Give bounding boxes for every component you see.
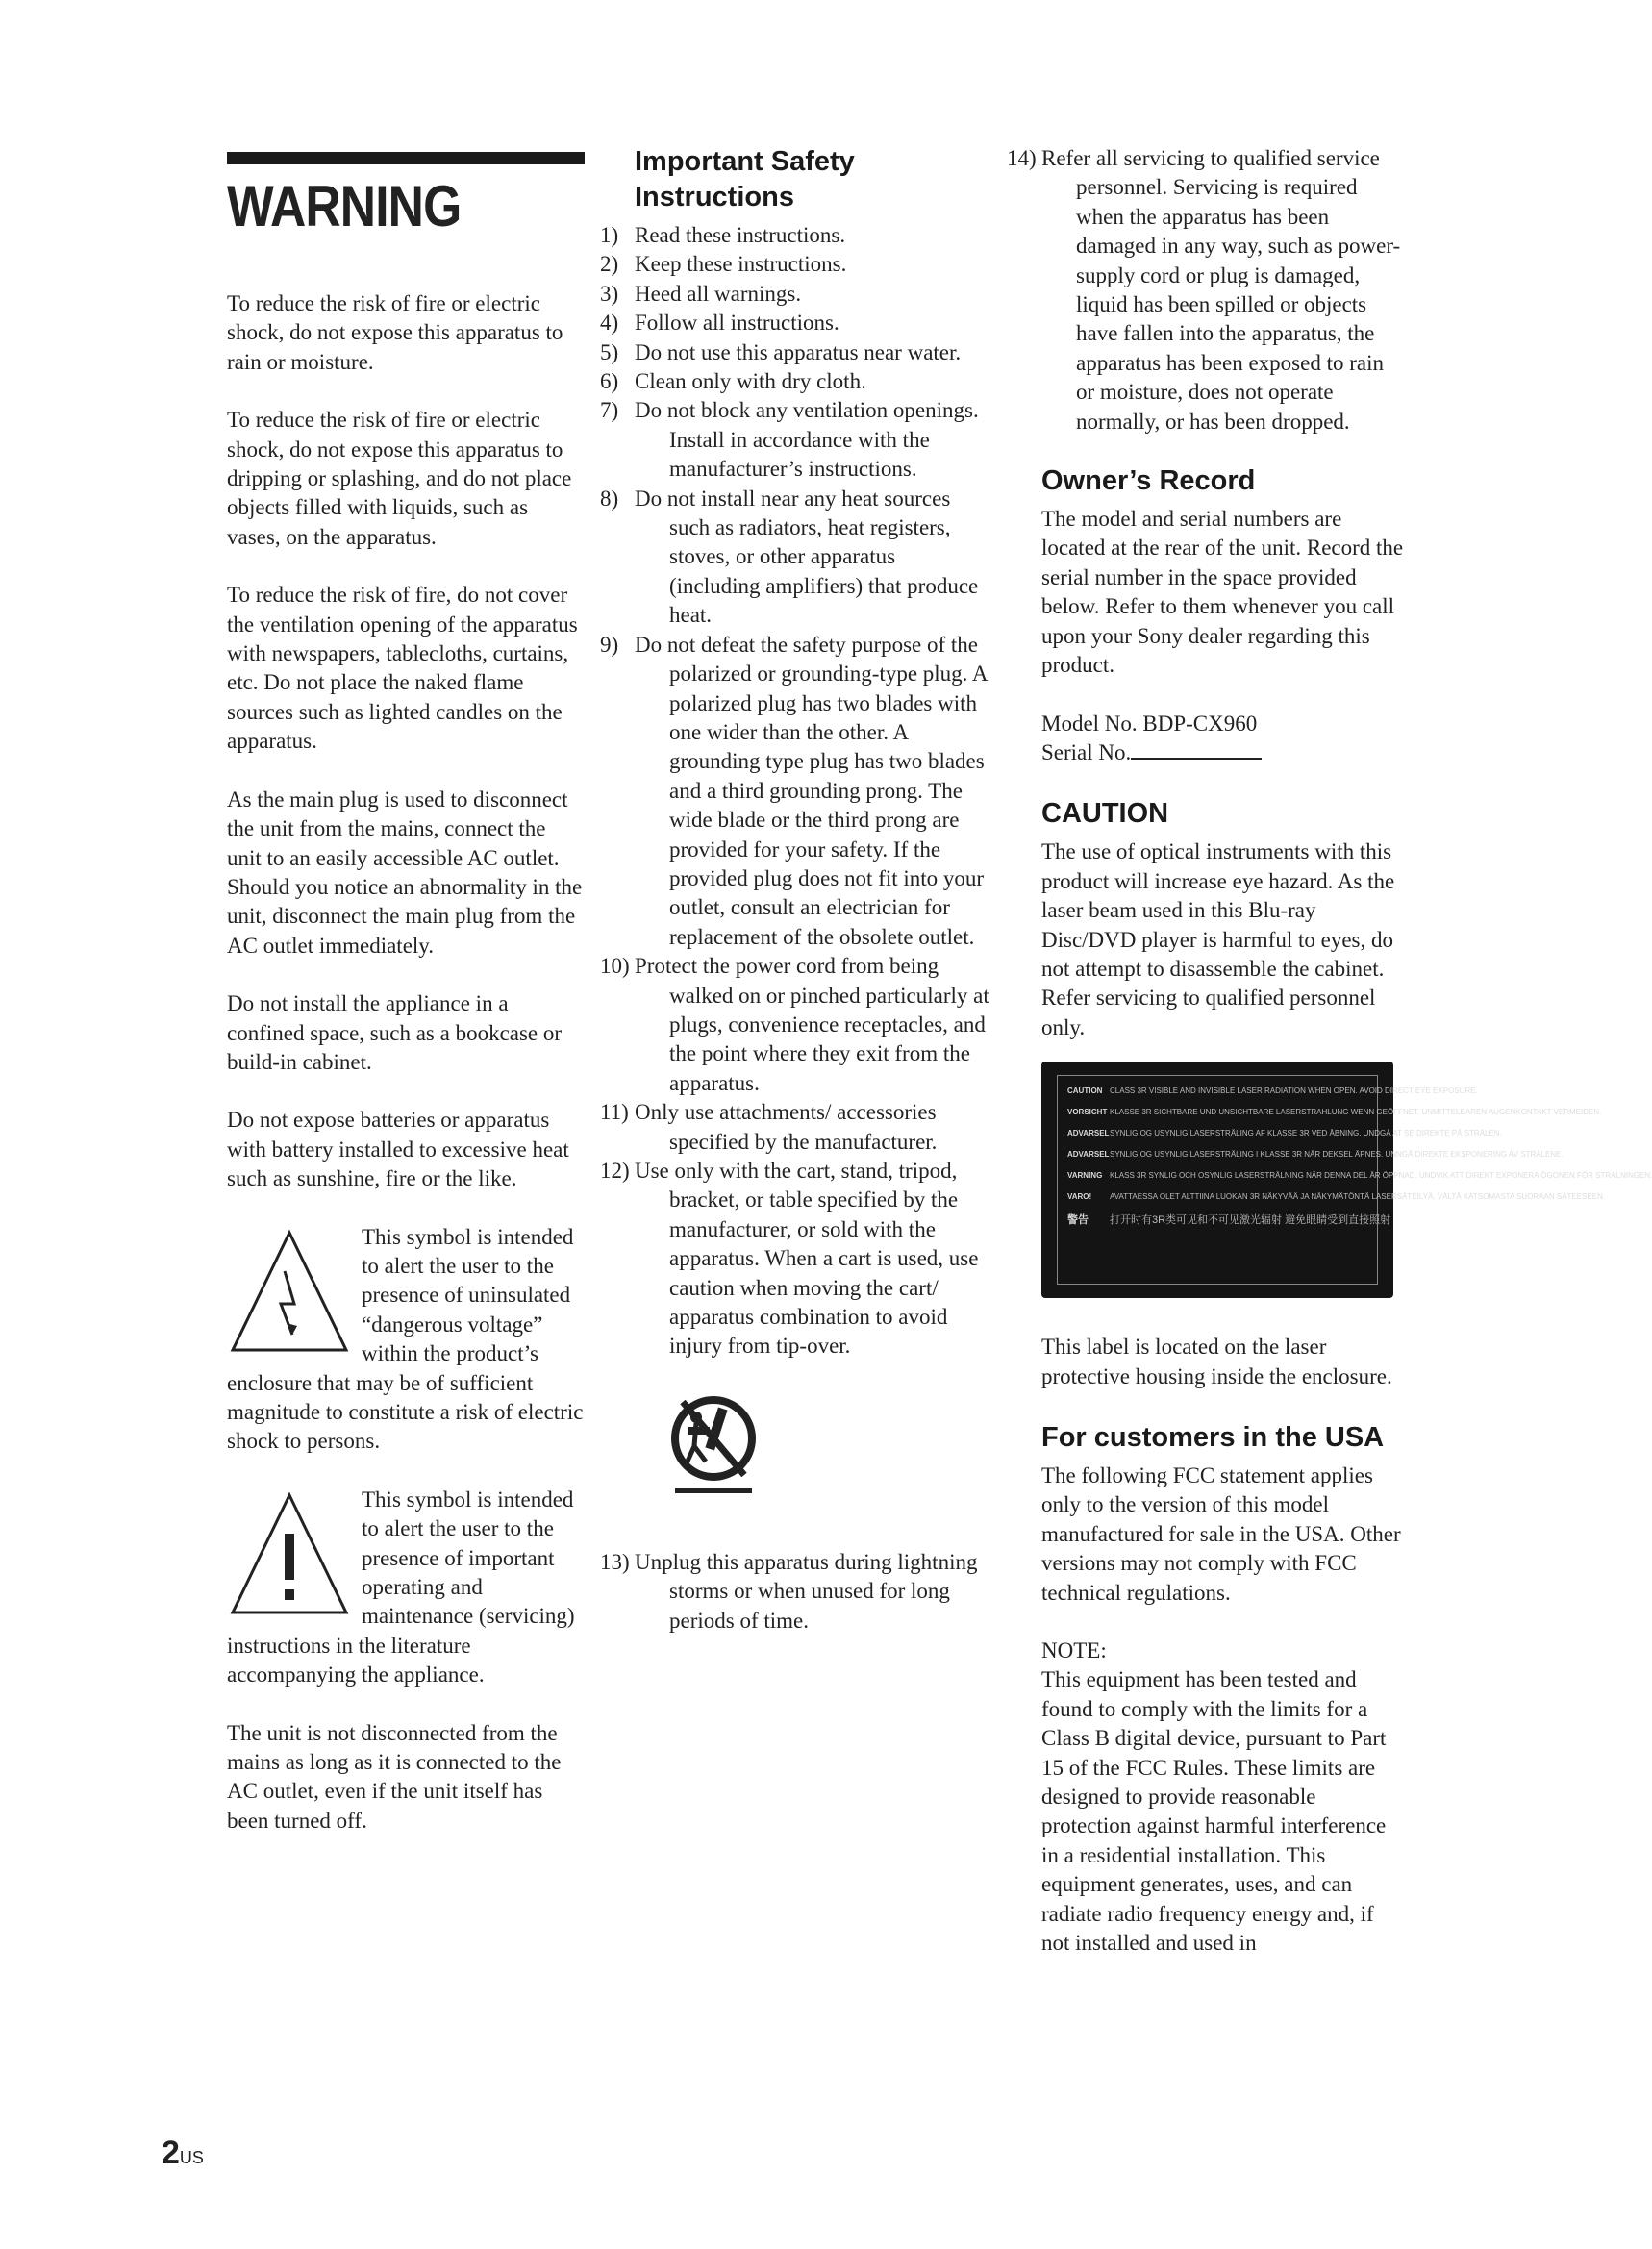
important-instructions-block (227, 1486, 585, 1690)
safety-instructions-heading: Important Safety Instructions (635, 146, 855, 212)
middle-column (600, 144, 990, 1636)
left-column (227, 144, 585, 1864)
list-item: 14) Refer all servicing to qualified service personnel. Servicing is required when the apparatus has been damaged in any way, such as power-supply cord or plug is damaged, liquid has been spilled or objects have fallen into the apparatus, the apparatus has been exposed to rain or moisture, does not operate normally, or has been dropped. (1007, 146, 1401, 434)
safety-instructions-list (600, 221, 990, 1362)
list-item: 7) Do not block any ventilation openings. Install in accordance with the manufacturer’s instructions. (600, 398, 979, 482)
safety-instructions-list-continued (600, 1548, 990, 1636)
page-region: US (179, 2148, 204, 2167)
list-item: 13) Unplug this apparatus during lightning storms or when unused for long periods of time. (600, 1549, 978, 1633)
right-column (1007, 144, 1652, 1987)
laser-caution-label-inner (1057, 1075, 1652, 1285)
page-number-value: 2 (162, 2135, 180, 2171)
owners-record-heading: Owner’s Record (1041, 465, 1256, 497)
important-instructions-text: This symbol is intended to alert the user to the presence of important operating and maintenance (servicing) instructions in the literature accompanying the appliance. (227, 1487, 575, 1687)
laser-caution-label (1041, 1062, 1652, 1298)
list-item: 1) Read these instructions. (600, 223, 846, 247)
exclamation-warning-icon (227, 1489, 352, 1624)
label-line: 警告 打开时有3R类可见和不可见激光辐射 避免眼睛受到直接照射 (1067, 1214, 1391, 1227)
warning-paragraph-2: To reduce the risk of fire or electric shock, do not expose this apparatus to dripping or splashing, and do not place objects filled with liquids, such as vases, on the apparatus. (227, 408, 572, 549)
list-item: 2) Keep these instructions. (600, 252, 847, 277)
note-text: This equipment has been tested and found to comply with the limits for a Class B digital device, pursuant to Part 15 of the FCC Rules. These limits are designed to provide reasonable protection against harmful interference in a residential installation. This equipment generates, uses, and can radiate radio frequency energy and, if not installed and used in (1041, 1667, 1387, 1956)
label-location-text: This label is located on the laser protective housing inside the enclosure. (1041, 1335, 1392, 1388)
list-item: 5) Do not use this apparatus near water. (600, 339, 962, 364)
cart-tipover-warning-icon (669, 1388, 758, 1506)
note-label: NOTE: (1041, 1638, 1107, 1662)
list-item: 10) Protect the power cord from being walked on or pinched particularly at plugs, convenience receptacles, and the point where they exit from the apparatus. (600, 954, 989, 1095)
list-item: 12) Use only with the cart, stand, tripod, bracket, or table specified by the manufacturer, or sold with the apparatus. When a cart is used, use caution when moving the cart/ apparatus combination to avoid injury from tip-over. (600, 1159, 979, 1359)
label-line: VARNING KLASS 3R SYNLIG OCH OSYNLIG LASERSTRÅLNING NÄR DENNA DEL ÄR ÖPPNAD. UNDVIK ATT DIREKT EXPONERA ÖGONEN FÖR STRÅLNINGEN. (1067, 1171, 1652, 1181)
caution-text: The use of optical instruments with this product will increase eye hazard. As the laser beam used in this Blu-ray Disc/DVD player is harmful to eyes, do not attempt to disassemble the cabinet. (1041, 839, 1395, 981)
serial-number-line (1041, 738, 1407, 767)
list-item: 11) Only use attachments/ accessories specified by the manufacturer. (600, 1100, 938, 1154)
serial-number-blank (1131, 738, 1262, 760)
warning-paragraph-5: Do not install the appliance in a confined space, such as a bookcase or build-in cabinet. (227, 991, 563, 1074)
dangerous-voltage-text: This symbol is intended to alert the user to the presence of uninsulated “dangerous voltage” within the product’s enclosure that may be of sufficient magnitude to constitute a risk of electric shock to persons. (227, 1224, 584, 1454)
dangerous-voltage-block (227, 1223, 585, 1457)
label-line: ADVARSEL SYNLIG OG USYNLIG LASERSTRÅLING AF KLASSE 3R VED ÅBNING. UNDGÅ AT SE DIREKTE PÅ STRÅLEN. (1067, 1129, 1502, 1138)
warning-paragraph-1: To reduce the risk of fire or electric shock, do not expose this apparatus to rain or moisture. (227, 291, 563, 374)
warning-rule (227, 152, 585, 164)
label-line: VORSICHT KLASSE 3R SICHTBARE UND UNSICHTBARE LASERSTRAHLUNG WENN GEÖFFNET. UNMITTELBAREN AUGENKONTAKT VERMEIDEN. (1067, 1108, 1602, 1117)
warning-paragraph-6: Do not expose batteries or apparatus with battery installed to excessive heat such as sunshine, fire or the like. (227, 1108, 569, 1191)
owners-record-text: The model and serial numbers are located at the rear of the unit. Record the serial number in the space provided below. Refer to them whenever you call upon your Sony dealer regarding this product. (1041, 507, 1404, 678)
caution-heading: CAUTION (1041, 798, 1169, 830)
safety-instructions-list-final (1007, 144, 1407, 437)
label-line: ADVARSEL SYNLIG OG USYNLIG LASERSTRÅLING I KLASSE 3R NÅR DEKSEL ÅPNES. UNNGÅ DIREKTE EKSPONERING AV STRÅLENE. (1067, 1150, 1564, 1160)
label-line: CAUTION CLASS 3R VISIBLE AND INVISIBLE LASER RADIATION WHEN OPEN. AVOID DIRECT EYE EXPOSURE. (1067, 1087, 1478, 1096)
list-item: 4) Follow all instructions. (600, 311, 839, 336)
label-line: VARO! AVATTAESSA OLET ALTTIINA LUOKAN 3R NÄKYVÄÄ JA NÄKYMÄTÖNTÄ LASERSÄTEILYÄ. VÄLTÄ KATSOMASTA SUORAAN SÄTEESEEN. (1067, 1192, 1606, 1202)
list-item: 6) Clean only with dry cloth. (600, 369, 866, 394)
warning-paragraph-3: To reduce the risk of fire, do not cover the ventilation opening of the apparatus with newspapers, tablecloths, curtains, etc. Do not place the naked flame sources such as lighted candles on the apparatus. (227, 583, 578, 754)
warning-paragraph-4: As the main plug is used to disconnect the unit from the mains, connect the unit to an easily accessible AC outlet. Should you notice an abnormality in the unit, disconnect the main plug from the AC outlet immediately. (227, 787, 583, 958)
list-item: 8) Do not install near any heat sources such as radiators, heat registers, stoves, or other apparatus (including amplifiers) that produce heat. (600, 486, 979, 628)
serial-number-label: Serial No. (1041, 739, 1132, 764)
usa-customers-heading: For customers in the USA (1041, 1421, 1385, 1453)
disconnect-paragraph: The unit is not disconnected from the mains as long as it is connected to the AC outlet, even if the unit itself has been turned off. (227, 1720, 562, 1833)
list-item: 3) Heed all warnings. (600, 281, 802, 306)
warning-title: WARNING (227, 174, 462, 238)
caution-refer-text: Refer servicing to qualified personnel only. (1041, 986, 1376, 1039)
page-number (162, 2135, 204, 2172)
lightning-warning-icon (227, 1227, 352, 1362)
list-item: 9) Do not defeat the safety purpose of the polarized or grounding-type plug. A polarized plug has two blades with one wider than the other. A grounding type plug has two blades and a third grounding prong. The wide blade or the third prong are provided for your safety. If the provided plug does not fit into your outlet, consult an electrician for replacement of the obsolete outlet. (600, 632, 988, 949)
usa-customers-text: The following FCC statement applies only to the version of this model manufactured for sale in the USA. Other versions may not comply with FCC technical regulations. (1041, 1462, 1401, 1605)
model-number: Model No. BDP-CX960 (1041, 711, 1258, 736)
